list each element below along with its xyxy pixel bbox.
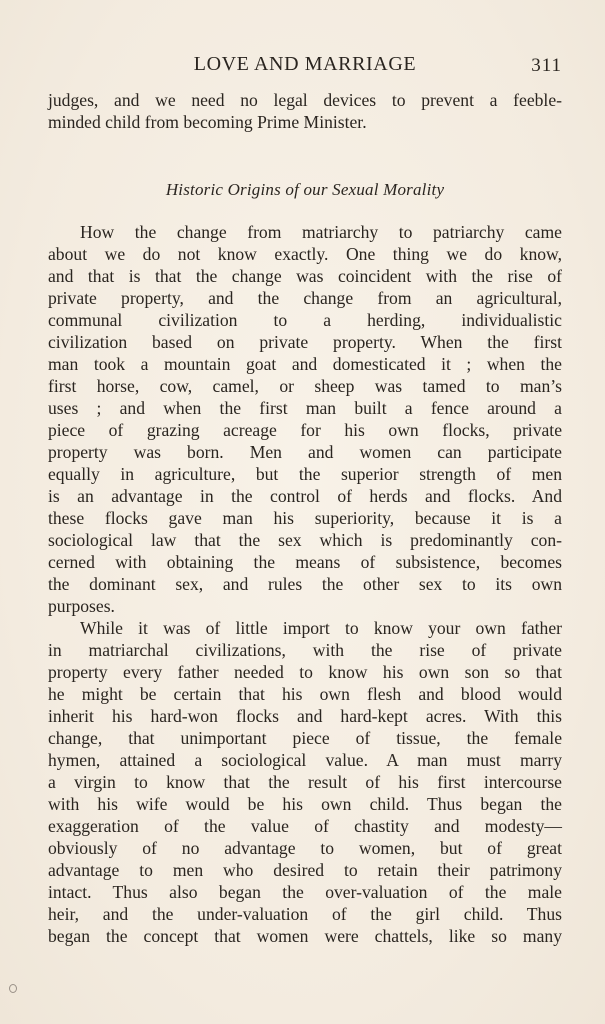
- text-line: civilization based on private property. When the first: [48, 332, 562, 352]
- text-line: these flocks gave man his superiority, because it is a: [48, 508, 562, 528]
- text-line: minded child from becoming Prime Minister.: [48, 112, 367, 132]
- section-heading: Historic Origins of our Sexual Morality: [165, 180, 445, 199]
- text-line: hymen, attained a sociological value. A man must marry: [48, 750, 562, 770]
- text-line: first horse, cow, camel, or sheep was tamed to man’s: [48, 376, 562, 396]
- text-line: a virgin to know that the result of his first intercourse: [48, 772, 562, 792]
- text-line: judges, and we need no legal devices to prevent a feeble-: [48, 90, 562, 110]
- text-line: piece of grazing acreage for his own flocks, private: [48, 420, 562, 440]
- text-line: is an advantage in the control of herds and flocks. And: [48, 486, 562, 506]
- text-line: began the concept that women were chattels, like so many: [48, 926, 562, 946]
- page-number: 311: [531, 55, 562, 76]
- text-line: inherit his hard-won flocks and hard-kept acres. With this: [48, 706, 562, 726]
- text-line: exaggeration of the value of chastity and modesty—: [48, 816, 562, 836]
- text-line: While it was of little import to know your own father: [80, 618, 562, 638]
- text-line: change, that unimportant piece of tissue, the female: [48, 728, 562, 748]
- text-line: heir, and the under-valuation of the girl child. Thus: [48, 904, 562, 924]
- running-head: [48, 50, 562, 78]
- text-line: property every father needed to know his own son so that: [48, 662, 562, 682]
- text-line: with his wife would be his own child. Thus began the: [48, 794, 562, 814]
- text-line: the dominant sex, and rules the other sex to its own: [48, 574, 562, 594]
- text-line: man took a mountain goat and domesticated it ; when the: [48, 354, 562, 374]
- text-line: and that is that the change was coincident with the rise of: [48, 266, 562, 286]
- text-line: about we do not know exactly. One thing we do know,: [48, 244, 562, 264]
- text-line: property was born. Men and women can participate: [48, 442, 562, 462]
- text-line: cerned with obtaining the means of subsistence, becomes: [48, 552, 562, 572]
- text-line: private property, and the change from an agricultural,: [48, 288, 562, 308]
- text-line: he might be certain that his own flesh and blood would: [48, 684, 562, 704]
- text-line: uses ; and when the first man built a fence around a: [48, 398, 562, 418]
- running-title: LOVE AND MARRIAGE: [193, 53, 417, 75]
- text-line: communal civilization to a herding, individualistic: [48, 310, 562, 330]
- text-line: advantage to men who desired to retain their patrimony: [48, 860, 562, 880]
- text-line: How the change from matriarchy to patriarchy came: [80, 222, 562, 242]
- text-line: equally in agriculture, but the superior strength of men: [48, 464, 562, 484]
- text-line: intact. Thus also began the over-valuation of the male: [48, 882, 562, 902]
- text-line: purposes.: [48, 596, 115, 616]
- text-line: obviously of no advantage to women, but of great: [48, 838, 562, 858]
- scan-mark-icon: [9, 984, 17, 993]
- text-line: in matriarchal civilizations, with the rise of private: [48, 640, 562, 660]
- text-line: sociological law that the sex which is predominantly con-: [48, 530, 562, 550]
